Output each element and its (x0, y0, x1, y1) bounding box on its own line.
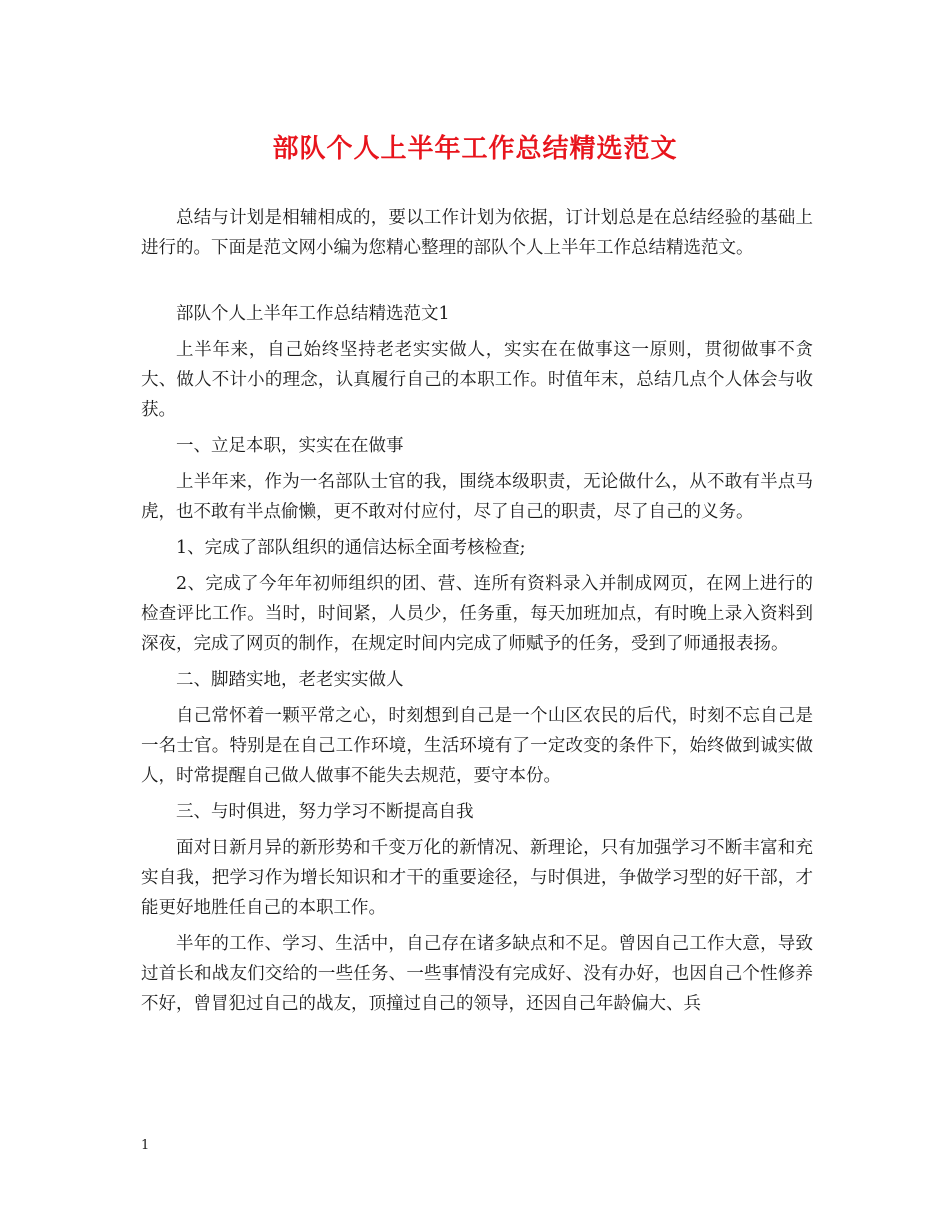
list-item: 2、完成了今年年初师组织的团、营、连所有资料录入并制成网页，在网上进行的检查评比工作。当时，时间紧，人员少，任务重，每天加班加点，有时晚上录入资料到深夜，完成了网页的制作，在规定时间内完成了师赋予的任务，受到了师通报表扬。 (141, 574, 813, 654)
body-paragraph: 上半年来，作为一名部队士官的我，围绕本级职责，无论做什么，从不敢有半点马虎，也不敢有半点偷懒，更不敢对付应付，尽了自己的职责，尽了自己的义务。 (141, 472, 813, 522)
subheading: 二、脚踏实地，老老实实做人 (176, 670, 404, 690)
intro-paragraph: 总结与计划是相辅相成的，要以工作计划为依据，订计划总是在总结经验的基础上进行的。下面是范文网小编为您精心整理的部队个人上半年工作总结精选范文。 (141, 208, 813, 258)
list-item: 1、完成了部队组织的通信达标全面考核检查; (176, 538, 526, 558)
section-heading: 部队个人上半年工作总结精选范文1 (176, 304, 450, 324)
page-number: 1 (141, 1138, 150, 1153)
subheading: 一、立足本职，实实在在做事 (176, 436, 404, 456)
body-paragraph: 上半年来，自己始终坚持老老实实做人，实实在在做事这一原则，贯彻做事不贪大、做人不计小的理念，认真履行自己的本职工作。时值年末，总结几点个人体会与收获。 (141, 340, 813, 420)
document-title: 部队个人上半年工作总结精选范文 (272, 134, 678, 164)
body-paragraph: 面对日新月异的新形势和千变万化的新情况、新理论，只有加强学习不断丰富和充实自我，把学习作为增长知识和才干的重要途径，与时俱进，争做学习型的好干部，才能更好地胜任自己的本职工作。 (141, 838, 813, 918)
body-paragraph: 半年的工作、学习、生活中，自己存在诸多缺点和不足。曾因自己工作大意，导致过首长和战友们交给的一些任务、一些事情没有完成好、没有办好，也因自己个性修养不好，曾冒犯过自己的战友，顶撞过自己的领导，还因自己年龄偏大、兵 (141, 934, 813, 1014)
subheading: 三、与时俱进，努力学习不断提高自我 (176, 802, 474, 822)
body-paragraph: 自己常怀着一颗平常之心，时刻想到自己是一个山区农民的后代，时刻不忘自己是一名士官。特别是在自己工作环境，生活环境有了一定改变的条件下，始终做到诚实做人，时常提醒自己做人做事不能失去规范，要守本份。 (141, 706, 813, 786)
document-body (141, 203, 813, 1019)
